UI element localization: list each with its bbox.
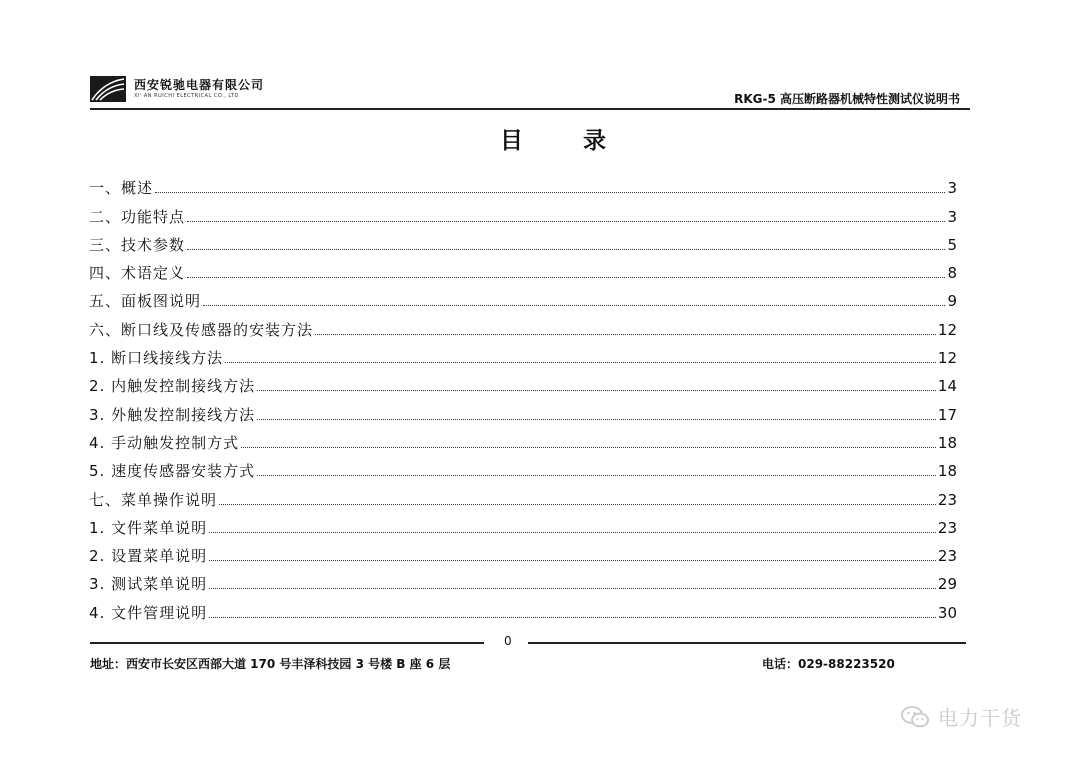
company-address: 地址：西安市长安区西部大道 170 号丰泽科技园 3 号楼 B 座 6 层 (90, 657, 451, 671)
footer-divider-left (90, 642, 484, 644)
toc-entry-page: 23 (937, 490, 957, 509)
table-of-contents (89, 170, 957, 623)
company-name-en: XI' AN RUICHI ELECTRICAL CO., LTD (134, 93, 239, 99)
toc-entry-page: 12 (937, 349, 957, 368)
toc-entry-page: 3 (947, 179, 957, 198)
toc-entry-label: 4. 文件管理说明 (89, 603, 208, 622)
toc-entry[interactable] (89, 170, 957, 198)
toc-heading: 目 录 (499, 128, 632, 154)
toc-entry-page: 8 (947, 264, 957, 283)
toc-entry-page: 5 (947, 235, 957, 254)
toc-entry-label: 一、概述 (89, 179, 154, 198)
toc-entry-label: 2. 设置菜单说明 (89, 547, 208, 566)
toc-leader-dots (209, 560, 936, 561)
toc-entry-label: 二、功能特点 (89, 207, 186, 226)
toc-entry[interactable] (89, 594, 957, 622)
toc-entry-label: 六、断口线及传感器的安装方法 (89, 320, 314, 339)
toc-entry-label: 1. 文件菜单说明 (89, 518, 208, 537)
toc-leader-dots (241, 447, 936, 448)
toc-entry[interactable] (89, 425, 957, 453)
company-logo (90, 76, 126, 102)
wechat-icon (900, 705, 930, 729)
toc-leader-dots (219, 504, 936, 505)
toc-entry-label: 3. 外触发控制接线方法 (89, 405, 256, 424)
toc-leader-dots (187, 249, 945, 250)
toc-leader-dots (225, 362, 936, 363)
toc-entry-page: 3 (947, 207, 957, 226)
toc-entry[interactable] (89, 283, 957, 311)
toc-leader-dots (257, 419, 936, 420)
toc-entry[interactable] (89, 198, 957, 226)
company-phone: 电话：029-88223520 (762, 657, 895, 671)
page-header (90, 72, 970, 112)
toc-leader-dots (187, 277, 945, 278)
toc-entry-label: 5. 速度传感器安装方式 (89, 462, 256, 481)
toc-entry-page: 17 (937, 405, 957, 424)
toc-leader-dots (187, 221, 945, 222)
toc-leader-dots (209, 532, 936, 533)
toc-leader-dots (203, 305, 945, 306)
watermark (900, 702, 1022, 731)
footer-divider-right (528, 642, 966, 644)
toc-entry[interactable] (89, 566, 957, 594)
toc-entry[interactable] (89, 368, 957, 396)
toc-entry[interactable] (89, 340, 957, 368)
toc-entry[interactable] (89, 255, 957, 283)
toc-leader-dots (257, 475, 936, 476)
toc-entry[interactable] (89, 510, 957, 538)
document-title: RKG-5 高压断路器机械特性测试仪说明书 (734, 92, 960, 106)
watermark-text: 电力干货 (938, 706, 1022, 730)
toc-leader-dots (315, 334, 936, 335)
toc-entry-label: 3. 测试菜单说明 (89, 575, 208, 594)
toc-entry-label: 4. 手动触发控制方式 (89, 433, 240, 452)
toc-entry-label: 四、术语定义 (89, 264, 186, 283)
toc-leader-dots (209, 617, 936, 618)
toc-entry-page: 18 (937, 433, 957, 452)
toc-entry-page: 9 (947, 292, 957, 311)
toc-entry-page: 29 (937, 575, 957, 594)
page-number: 0 (504, 634, 512, 648)
toc-leader-dots (209, 588, 936, 589)
header-divider (90, 108, 970, 110)
toc-entry-page: 12 (937, 320, 957, 339)
company-name-cn: 西安锐驰电器有限公司 (134, 78, 265, 92)
toc-entry[interactable] (89, 396, 957, 424)
toc-entry-label: 七、菜单操作说明 (89, 490, 218, 509)
toc-entry-page: 18 (937, 462, 957, 481)
toc-entry[interactable] (89, 311, 957, 339)
toc-entry[interactable] (89, 481, 957, 509)
toc-entry-page: 23 (937, 547, 957, 566)
toc-entry-label: 五、面板图说明 (89, 292, 202, 311)
toc-entry[interactable] (89, 227, 957, 255)
toc-entry-page: 30 (937, 603, 957, 622)
toc-leader-dots (257, 390, 936, 391)
toc-leader-dots (155, 192, 945, 193)
toc-entry-label: 2. 内触发控制接线方法 (89, 377, 256, 396)
toc-entry-page: 14 (937, 377, 957, 396)
toc-entry[interactable] (89, 538, 957, 566)
toc-entry[interactable] (89, 453, 957, 481)
toc-entry-page: 23 (937, 518, 957, 537)
toc-entry-label: 三、技术参数 (89, 235, 186, 254)
toc-entry-label: 1. 断口线接线方法 (89, 349, 224, 368)
